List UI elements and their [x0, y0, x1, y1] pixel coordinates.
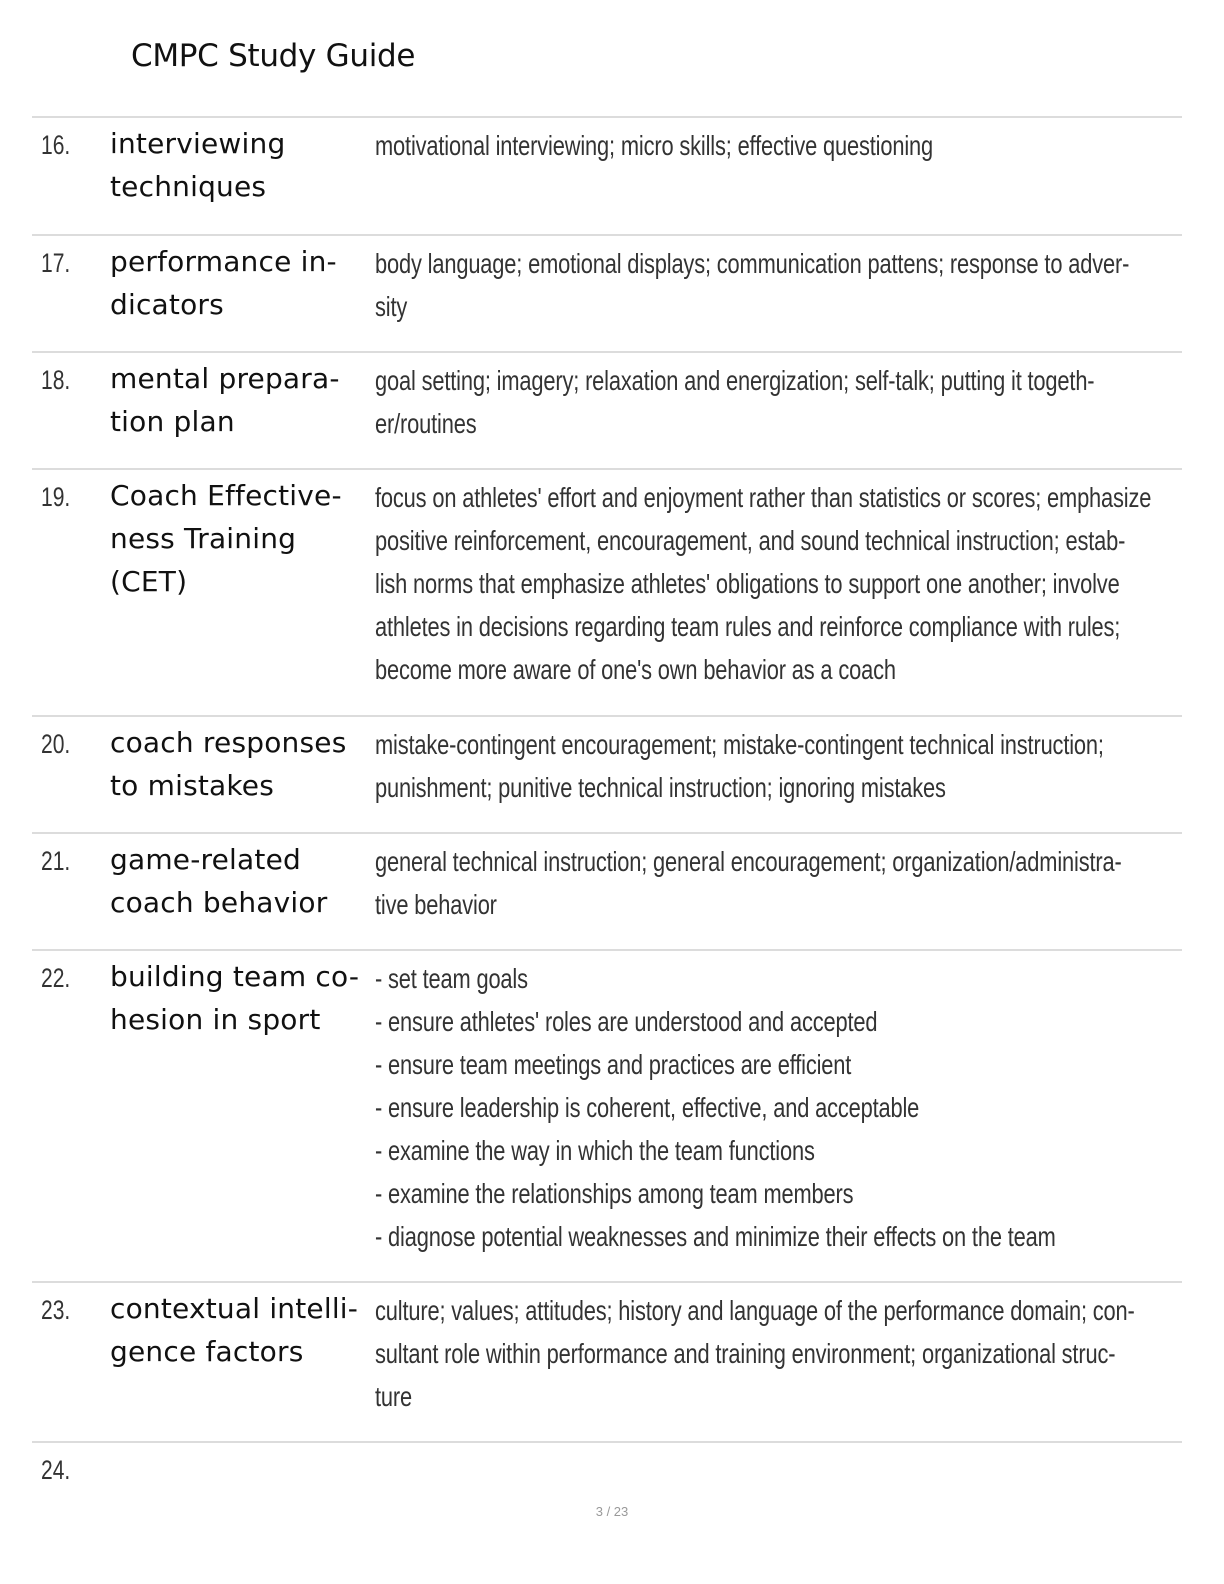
flashcard-20: [32, 715, 1182, 832]
card-number: 22.: [41, 963, 71, 993]
card-number: 21.: [41, 846, 71, 876]
card-term: building team co- hesion in sport: [110, 960, 360, 1036]
card-definition: focus on athletes' effort and enjoyment rather than statistics or scores; emphasize positive reinforcement, encouragement, and sound technical instruction; estab- lish norms that emphasize athletes' obligations to support one another; involve athletes in decisions regarding team rules and reinforce compliance with rules; become more aware of one's own behavior as a coach: [375, 482, 1152, 685]
flashcard-24: [32, 1441, 1182, 1501]
flashcard-list: [32, 116, 1182, 1501]
card-definition: motivational interviewing; micro skills; effective questioning: [375, 130, 934, 161]
card-term: Coach Effective- ness Training (CET): [110, 479, 342, 598]
card-definition: - set team goals - ensure athletes' roles are understood and accepted - ensure team meetings and practices are efficient - ensure leadership is coherent, effective, and acceptable - examine the way in which the team functions - examine the relationships among team members - diagnose potential weaknesses and minimize their effects on the team: [375, 963, 1056, 1252]
flashcard-22: [32, 949, 1182, 1281]
card-term: mental prepara- tion plan: [110, 362, 340, 438]
card-number: 17.: [41, 248, 71, 278]
card-term: performance in- dicators: [110, 245, 337, 321]
card-term: interviewing techniques: [110, 127, 286, 203]
card-number: 18.: [41, 365, 71, 395]
card-number: 20.: [41, 729, 71, 759]
flashcard-16: [32, 116, 1182, 234]
card-definition: mistake-contingent encouragement; mistake-contingent technical instruction; punishment; punitive technical instruction; ignoring mistakes: [375, 729, 1104, 803]
page-indicator: 3 / 23: [595, 1504, 629, 1519]
card-term: game-related coach behavior: [110, 843, 328, 919]
card-number: 24.: [41, 1455, 71, 1485]
flashcard-17: [32, 234, 1182, 351]
card-term: contextual intelli- gence factors: [110, 1292, 359, 1368]
card-definition: body language; emotional displays; communication pattens; response to adver- sity: [375, 248, 1130, 322]
flashcard-21: [32, 832, 1182, 949]
card-number: 19.: [41, 482, 71, 512]
flashcard-19: [32, 468, 1182, 715]
card-number: 16.: [41, 130, 71, 160]
flashcard-18: [32, 351, 1182, 468]
card-definition: goal setting; imagery; relaxation and energization; self-talk; putting it togeth- er/routines: [375, 365, 1095, 439]
card-term: coach responses to mistakes: [110, 726, 347, 802]
card-number: 23.: [41, 1295, 71, 1325]
flashcard-23: [32, 1281, 1182, 1441]
page-title: CMPC Study Guide: [131, 38, 416, 74]
card-definition: general technical instruction; general encouragement; organization/administra- tive behavior: [375, 846, 1122, 920]
card-definition: culture; values; attitudes; history and language of the performance domain; con- sultant role within performance and training environment; organizational struc- ture: [375, 1295, 1135, 1412]
